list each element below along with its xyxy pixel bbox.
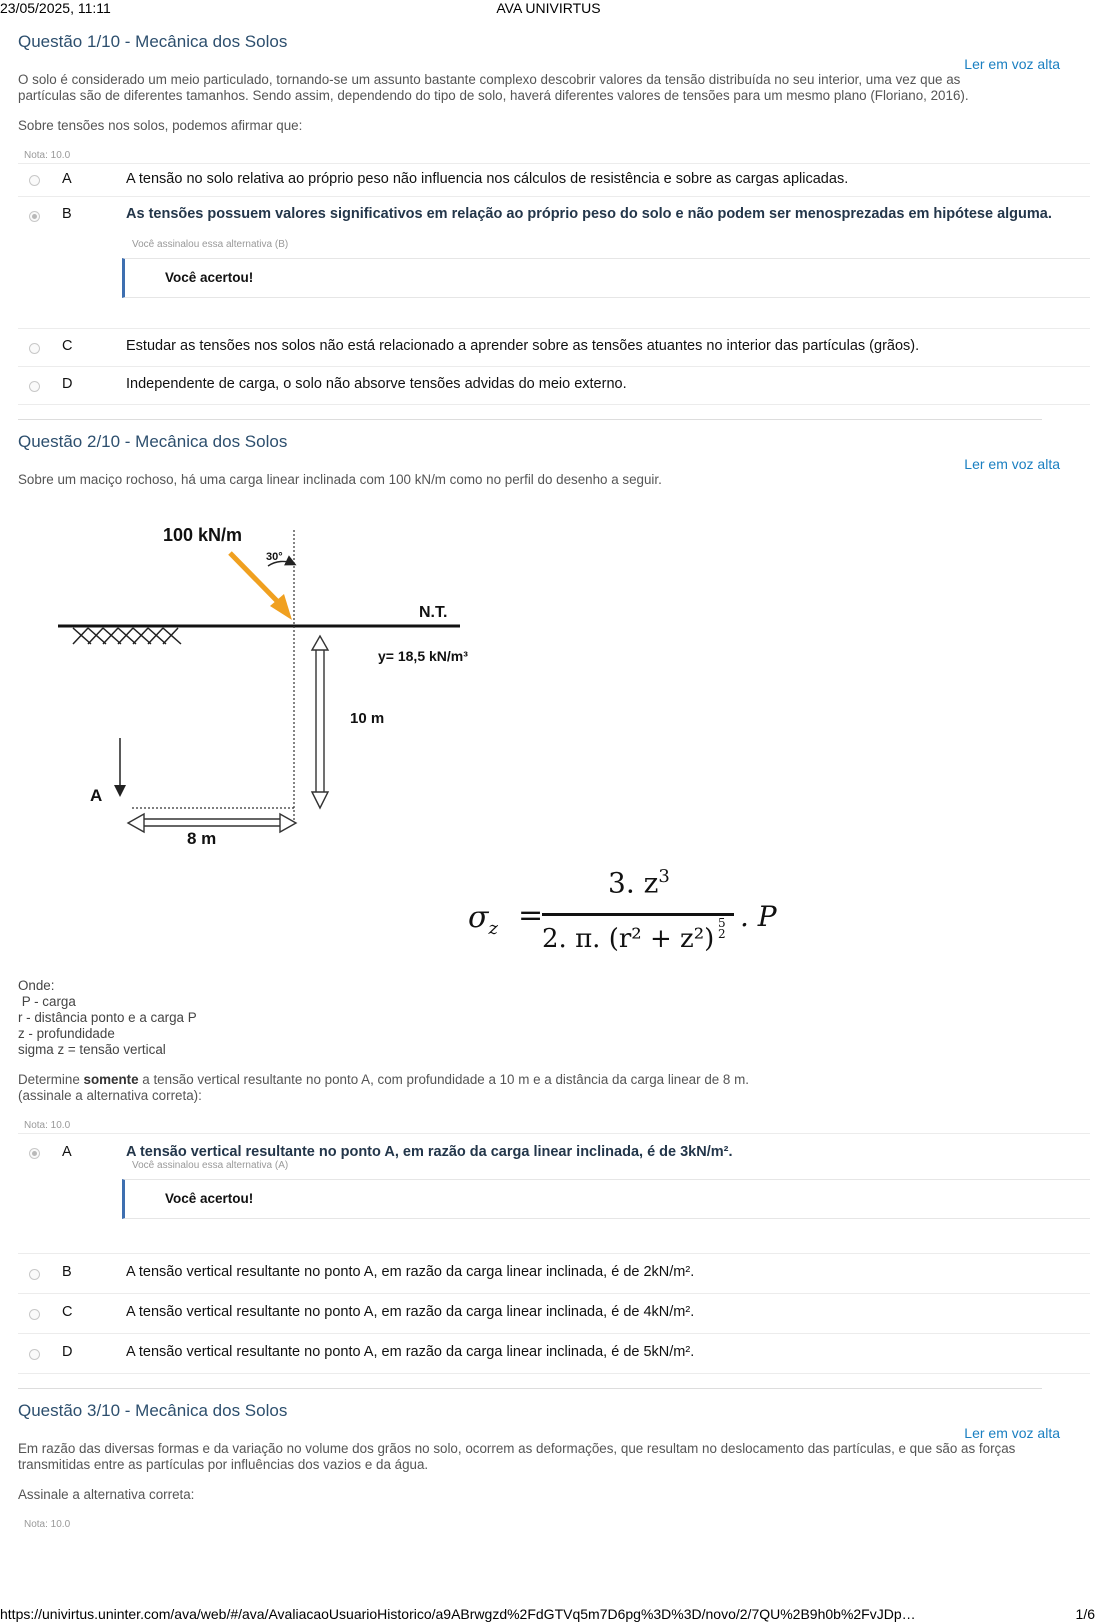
print-footer	[0, 1606, 1097, 1622]
where-line: r - distância ponto e a carga P	[18, 1010, 197, 1025]
question-prompt: Assinale a alternativa correta:	[18, 1487, 195, 1502]
question-1	[18, 28, 1090, 405]
formula-numerator: 3. $z^3$	[608, 866, 670, 900]
formula-denominator: 2. π. (r² + z²)	[542, 924, 715, 954]
question-2	[18, 428, 1090, 1374]
radio-button[interactable]	[29, 343, 40, 354]
option-letter: C	[62, 1304, 73, 1320]
grade-label: Nota: 10.0	[24, 1120, 71, 1131]
option-letter: C	[62, 338, 73, 354]
read-aloud-link[interactable]: Ler em voz alta	[964, 56, 1060, 72]
option-letter: D	[62, 1344, 73, 1360]
option-b[interactable]	[18, 1253, 1090, 1294]
option-letter: B	[62, 1264, 72, 1280]
radio-button[interactable]	[29, 175, 40, 186]
option-text: A tensão vertical resultante no ponto A, em razão da carga linear inclinada, é de 3kN/m².	[126, 1144, 733, 1160]
question-text: O solo é considerado um meio particulado, tornando-se um assunto bastante complexo descobrir valores da tensão distribuída no seu interior, uma vez que as partículas são de diferentes tamanhos. Sendo assim, dependendo do tipo de solo, haverá diferentes valores de tensões para um mesmo plano (Floriano, 2016).	[18, 72, 969, 103]
where-line: z - profundidade	[18, 1026, 115, 1041]
boussinesq-formula	[18, 866, 1090, 978]
radio-button[interactable]	[29, 381, 40, 392]
grade-label: Nota: 10.0	[24, 150, 71, 161]
read-aloud-link[interactable]: Ler em voz alta	[964, 456, 1060, 472]
page-number: 1/6	[1075, 1606, 1095, 1622]
question-title: Questão 3/10 - Mecânica dos Solos	[18, 1401, 288, 1420]
variable-definitions	[18, 978, 1090, 1058]
option-text: A tensão vertical resultante no ponto A, em razão da carga linear inclinada, é de 4kN/m².	[126, 1304, 695, 1320]
option-d[interactable]	[18, 366, 1090, 405]
print-title: AVA UNIVIRTUS	[496, 0, 601, 16]
option-text: A tensão vertical resultante no ponto A, em razão da carga linear inclinada, é de 5kN/m².	[126, 1344, 695, 1360]
feedback-text: Você acertou!	[165, 270, 254, 285]
fraction-bar	[542, 913, 734, 916]
selected-note: Você assinalou essa alternativa (B)	[132, 239, 289, 250]
option-a[interactable]	[18, 163, 1090, 197]
print-header	[0, 0, 1097, 16]
ground-level-label: N.T.	[419, 604, 448, 621]
diagram-drawing	[48, 498, 548, 872]
question-text: Em razão das diversas formas e da variação no volume dos grãos no solo, ocorrem as deformações, que resultam no deslocamento das partículas, e que são as forças transmitidas entre as partículas por influências dos vazios e da água.	[18, 1441, 1016, 1472]
load-label: 100 kN/m	[163, 525, 243, 545]
option-text: A tensão vertical resultante no ponto A, em razão da carga linear inclinada, é de 2kN/m².	[126, 1264, 695, 1280]
option-a[interactable]	[18, 1133, 1090, 1254]
question-text: Sobre um maciço rochoso, há uma carga linear inclinada com 100 kN/m como no perfil do desenho a seguir.	[18, 472, 662, 487]
formula-exponent: 5 2	[718, 916, 726, 941]
radio-button-checked[interactable]	[29, 211, 40, 222]
point-a-label: A	[90, 786, 103, 805]
distance-label: 8 m	[187, 829, 217, 848]
radio-button[interactable]	[29, 1309, 40, 1320]
page-url: https://univirtus.uninter.com/ava/web/#/ava/AvaliacaoUsuarioHistorico/a9ABrwgzd%2FdGTVq5m7D6pg%3D%3D/novo/2/7QU%2B9h0b%2FvJDp…	[0, 1606, 916, 1622]
question-prompt: Sobre tensões nos solos, podemos afirmar que:	[18, 118, 303, 133]
option-c[interactable]	[18, 328, 1090, 367]
option-letter: A	[62, 171, 72, 187]
grade-label: Nota: 10.0	[24, 1519, 71, 1530]
angle-label: 30°	[266, 551, 283, 563]
depth-label: 10 m	[350, 710, 385, 727]
radio-button-checked[interactable]	[29, 1148, 40, 1159]
question-prompt: Determine somente a tensão vertical resultante no ponto A, com profundidade a 10 m e a distância da carga linear de 8 m. (assinale a alternativa correta):	[18, 1072, 749, 1103]
option-text: Estudar as tensões nos solos não está relacionado a aprender sobre as tensões atuantes no interior das partículas (grãos).	[126, 338, 920, 354]
feedback-text: Você acertou!	[165, 1191, 254, 1206]
option-letter: B	[62, 206, 72, 222]
formula-equals: =	[518, 898, 544, 933]
feedback-box	[122, 1179, 1090, 1219]
option-d[interactable]	[18, 1333, 1090, 1374]
option-text: Independente de carga, o solo não absorve tensões advidas do meio externo.	[126, 376, 627, 392]
depth-arrow	[312, 636, 328, 808]
question-title: Questão 2/10 - Mecânica dos Solos	[18, 432, 288, 451]
read-aloud-link[interactable]: Ler em voz alta	[964, 1425, 1060, 1441]
option-letter: D	[62, 376, 73, 392]
option-text: A tensão no solo relativa ao próprio peso não influencia nos cálculos de resistência e sobre as cargas aplicadas.	[126, 171, 849, 187]
option-letter: A	[62, 1144, 72, 1160]
soil-load-diagram	[18, 498, 1090, 872]
option-text: As tensões possuem valores significativos em relação ao próprio peso do solo e não podem ser menosprezadas em hipótese alguma.	[126, 206, 1052, 222]
divider	[18, 419, 1042, 420]
selected-note: Você assinalou essa alternativa (A)	[132, 1160, 289, 1171]
unit-weight-label: y= 18,5 kN/m³	[378, 648, 468, 664]
formula-tail: . P	[740, 900, 777, 933]
question-3	[18, 1397, 1090, 1530]
where-line: P - carga	[18, 994, 76, 1009]
question-title: Questão 1/10 - Mecânica dos Solos	[18, 32, 288, 51]
ground-hatch	[73, 628, 181, 644]
radio-button[interactable]	[29, 1269, 40, 1280]
where-line: sigma z = tensão vertical	[18, 1042, 166, 1057]
formula-lhs: $\sigma_z$	[468, 900, 498, 939]
feedback-box	[122, 258, 1090, 298]
print-date: 23/05/2025, 11:11	[0, 0, 111, 16]
radio-button[interactable]	[29, 1349, 40, 1360]
where-line: Onde:	[18, 978, 55, 993]
divider	[18, 1388, 1042, 1389]
exam-content	[18, 28, 1090, 1530]
option-b[interactable]	[18, 196, 1090, 329]
option-c[interactable]	[18, 1293, 1090, 1334]
